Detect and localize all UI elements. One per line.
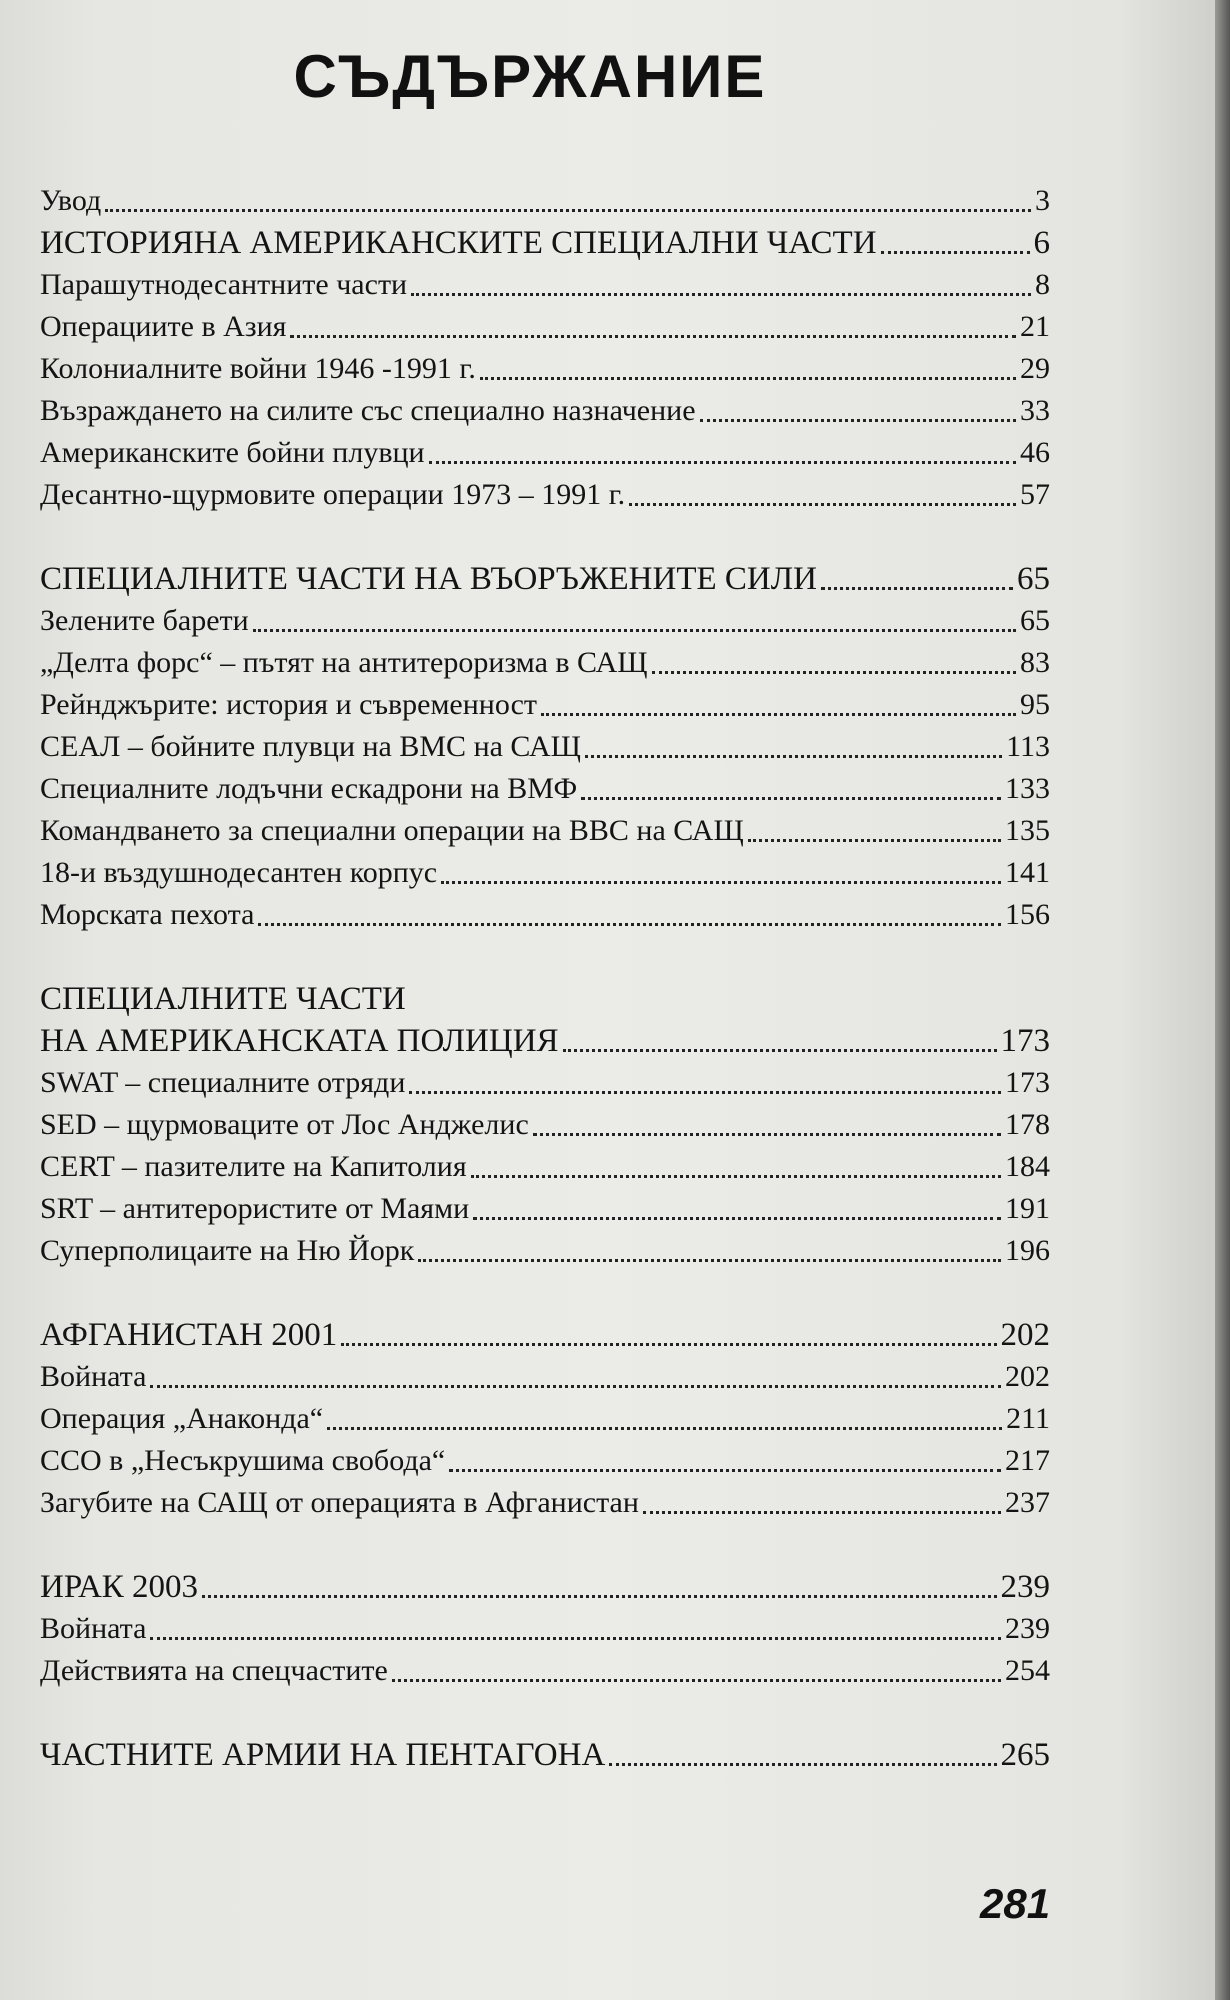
- toc-entry: [40, 432, 1050, 474]
- toc-entry-page: 178: [1005, 1108, 1050, 1141]
- dot-leader: [411, 293, 1031, 296]
- dot-leader: [585, 755, 1002, 758]
- toc-entry: [40, 600, 1050, 642]
- toc-entry-title: Десантно-щурмовите операции 1973 – 1991 г.: [40, 478, 626, 511]
- toc-entry-title: 18-и въздушнодесантен корпус: [40, 856, 438, 889]
- toc-entry: [40, 264, 1050, 306]
- dot-leader: [581, 797, 1001, 800]
- toc-entry-page: 21: [1020, 310, 1050, 343]
- toc-entry-title: ССО в „Несъкрушима свобода“: [40, 1444, 446, 1477]
- toc-entry: [40, 810, 1050, 852]
- toc-entry: [40, 1230, 1050, 1272]
- toc-entry-title: Морската пехота: [40, 898, 255, 931]
- dot-leader: [105, 209, 1031, 212]
- toc-entry: [40, 1482, 1050, 1524]
- dot-leader: [429, 461, 1016, 464]
- toc-entry-page: 173: [1005, 1066, 1050, 1099]
- toc-entry-page: 239: [1005, 1612, 1050, 1645]
- toc-entry: [40, 768, 1050, 810]
- toc-entry: [40, 1440, 1050, 1482]
- toc-entry-title: Увод: [40, 184, 102, 217]
- toc-entry-title: Възраждането на силите със специално назначение: [40, 394, 696, 427]
- dot-leader: [409, 1091, 1001, 1094]
- toc-entry-page: 6: [1033, 225, 1050, 261]
- dot-leader: [392, 1679, 1001, 1682]
- dot-leader: [821, 587, 1013, 590]
- toc-entry: [40, 1104, 1050, 1146]
- toc-entry-page: 184: [1005, 1150, 1050, 1183]
- toc-entry-page: 3: [1035, 184, 1050, 217]
- toc-entry-page: 113: [1006, 730, 1050, 763]
- toc-entry-title: Американските бойни плувци: [40, 436, 425, 469]
- dot-leader: [150, 1385, 1001, 1388]
- toc-entry-page: 33: [1020, 394, 1050, 427]
- toc-entry-title: Колониалните войни 1946 -1991 г.: [40, 352, 476, 385]
- toc-entry-page: 156: [1005, 898, 1050, 931]
- toc-entry: [40, 390, 1050, 432]
- toc-entry: [40, 348, 1050, 390]
- toc-entry-page: 237: [1005, 1486, 1050, 1519]
- dot-leader: [563, 1049, 997, 1052]
- dot-leader: [150, 1637, 1001, 1640]
- toc-entry: [40, 1146, 1050, 1188]
- toc-entry: [40, 1188, 1050, 1230]
- toc-entry: [40, 1062, 1050, 1104]
- toc-entry-page: 239: [1000, 1569, 1050, 1605]
- toc-entry: [40, 684, 1050, 726]
- section-gap: [40, 936, 1050, 978]
- toc-entry-title: АФГАНИСТАН 2001: [40, 1317, 338, 1353]
- toc-entry: [40, 1608, 1050, 1650]
- toc-entry-page: 95: [1020, 688, 1050, 721]
- toc-entry-page: 8: [1035, 268, 1050, 301]
- toc-entry: [40, 306, 1050, 348]
- toc-entry-title: ИСТОРИЯНА АМЕРИКАНСКИТЕ СПЕЦИАЛНИ ЧАСТИ: [40, 225, 877, 261]
- dot-leader: [629, 503, 1016, 506]
- dot-leader: [541, 713, 1016, 716]
- toc-section-heading: [40, 558, 1050, 600]
- toc-entry-page: 211: [1006, 1402, 1050, 1435]
- toc-entry-page: 135: [1005, 814, 1050, 847]
- toc-entry-title: СЕАЛ – бойните плувци на ВМС на САЩ: [40, 730, 581, 763]
- toc-entry: [40, 894, 1050, 936]
- toc-section-heading: [40, 1020, 1050, 1062]
- toc-section-heading: [40, 1566, 1050, 1608]
- toc-entry-title: Операция „Анаконда“: [40, 1402, 324, 1435]
- dot-leader: [441, 881, 1001, 884]
- section-gap: [40, 1272, 1050, 1314]
- toc-entry: [40, 1650, 1050, 1692]
- dot-leader: [480, 377, 1016, 380]
- toc-entry-title: Командването за специални операции на ВВС на САЩ: [40, 814, 744, 847]
- toc-entry-page: 196: [1005, 1234, 1050, 1267]
- table-of-contents: [40, 180, 1050, 1776]
- dot-leader: [202, 1595, 996, 1598]
- toc-entry-title: Рейнджърите: история и съвременност: [40, 688, 538, 721]
- section-gap: [40, 1692, 1050, 1734]
- section-gap: [40, 516, 1050, 558]
- toc-entry: [40, 474, 1050, 516]
- dot-leader: [258, 923, 1001, 926]
- page-title: СЪДЪРЖАНИЕ: [293, 43, 767, 110]
- toc-entry-page: 254: [1005, 1654, 1050, 1687]
- toc-entry-title: „Делта форс“ – пътят на антитероризма в САЩ: [40, 646, 648, 679]
- toc-entry-page: 265: [1000, 1737, 1050, 1773]
- dot-leader: [643, 1511, 1001, 1514]
- toc-entry-page: 65: [1017, 561, 1050, 597]
- dot-leader: [533, 1133, 1001, 1136]
- toc-entry: [40, 642, 1050, 684]
- toc-entry: [40, 180, 1050, 222]
- toc-entry-title: Действията на спецчастите: [40, 1654, 388, 1687]
- toc-entry-page: 65: [1020, 604, 1050, 637]
- toc-entry-title: CERT – пазителите на Капитолия: [40, 1150, 467, 1183]
- toc-entry-title: ЧАСТНИТЕ АРМИИ НА ПЕНТАГОНА: [40, 1737, 606, 1773]
- toc-entry-page: 202: [1005, 1360, 1050, 1393]
- toc-entry-title: Парашутнодесантните части: [40, 268, 408, 301]
- toc-section-heading: [40, 978, 1050, 1020]
- toc-entry-title: Войната: [40, 1360, 147, 1393]
- dot-leader: [449, 1469, 1001, 1472]
- toc-entry-page: 46: [1020, 436, 1050, 469]
- toc-entry-page: 173: [1000, 1023, 1050, 1059]
- toc-entry-title: Зелените барети: [40, 604, 249, 637]
- toc-entry-title: Загубите на САЩ от операцията в Афганистан: [40, 1486, 639, 1519]
- dot-leader: [327, 1427, 1002, 1430]
- toc-section-heading: [40, 1734, 1050, 1776]
- toc-entry-title: СПЕЦИАЛНИТЕ ЧАСТИ: [40, 981, 406, 1017]
- page-edge-shadow: [1215, 0, 1230, 2000]
- toc-entry-page: 133: [1005, 772, 1050, 805]
- toc-entry-title: ИРАК 2003: [40, 1569, 199, 1605]
- toc-entry: [40, 1356, 1050, 1398]
- toc-entry: [40, 726, 1050, 768]
- dot-leader: [881, 251, 1030, 254]
- dot-leader: [341, 1343, 996, 1346]
- dot-leader: [748, 839, 1001, 842]
- toc-entry-title: SRT – антитерористите от Маями: [40, 1192, 470, 1225]
- dot-leader: [471, 1175, 1001, 1178]
- dot-leader: [290, 335, 1016, 338]
- toc-entry-page: 57: [1020, 478, 1050, 511]
- toc-entry-title: Суперполицаите на Ню Йорк: [40, 1234, 415, 1267]
- page-number: 281: [980, 1880, 1051, 1927]
- toc-section-heading: [40, 1314, 1050, 1356]
- toc-entry-title: СПЕЦИАЛНИТЕ ЧАСТИ НА ВЪОРЪЖЕНИТЕ СИЛИ: [40, 561, 817, 597]
- dot-leader: [253, 629, 1016, 632]
- toc-entry-title: SED – щурмоваците от Лос Анджелис: [40, 1108, 529, 1141]
- toc-entry-page: 217: [1005, 1444, 1050, 1477]
- toc-entry: [40, 852, 1050, 894]
- toc-entry-title: SWAT – специалните отряди: [40, 1066, 406, 1099]
- dot-leader: [609, 1763, 996, 1766]
- dot-leader: [418, 1259, 1001, 1262]
- toc-entry-page: 191: [1005, 1192, 1050, 1225]
- toc-entry-title: Войната: [40, 1612, 147, 1645]
- toc-entry-page: 29: [1020, 352, 1050, 385]
- toc-entry-page: 202: [1000, 1317, 1050, 1353]
- toc-entry-page: 141: [1005, 856, 1050, 889]
- toc-entry-title: Операциите в Азия: [40, 310, 287, 343]
- dot-leader: [700, 419, 1016, 422]
- toc-section-heading: [40, 222, 1050, 264]
- dot-leader: [473, 1217, 1001, 1220]
- toc-entry-title: Специалните лодъчни ескадрони на ВМФ: [40, 772, 578, 805]
- toc-entry-page: 83: [1020, 646, 1050, 679]
- toc-entry-title: НА АМЕРИКАНСКАТА ПОЛИЦИЯ: [40, 1023, 559, 1059]
- section-gap: [40, 1524, 1050, 1566]
- dot-leader: [652, 671, 1017, 674]
- toc-entry: [40, 1398, 1050, 1440]
